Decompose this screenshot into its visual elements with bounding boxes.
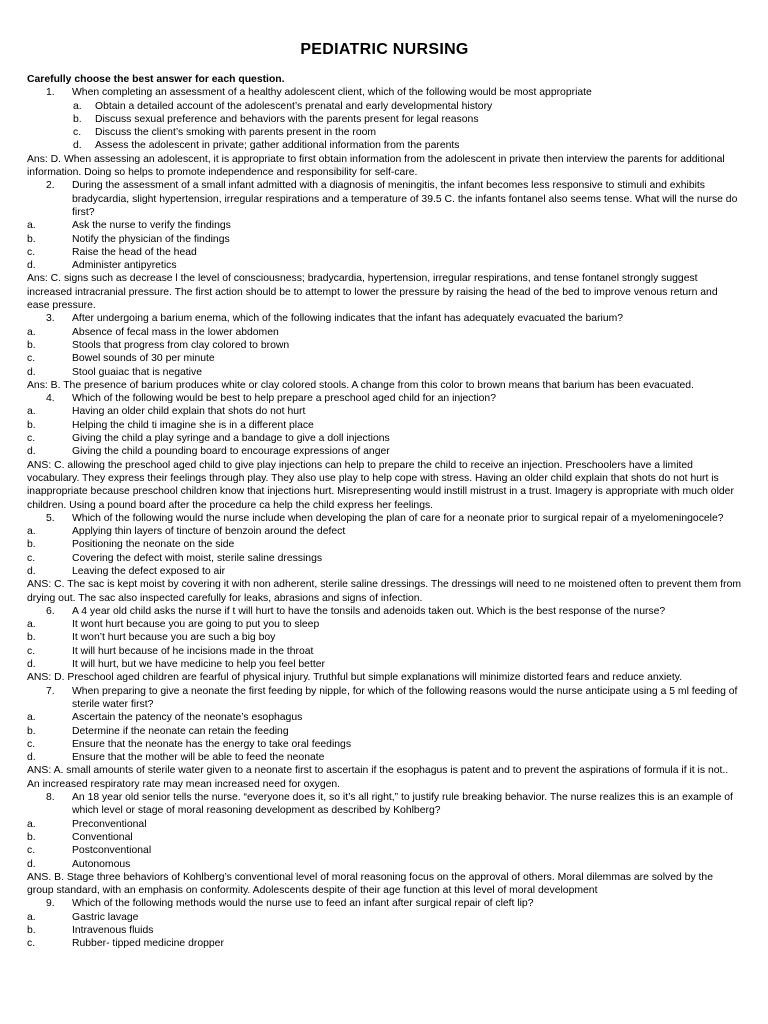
option-text: It won’t hurt because you are such a big boy [72, 632, 276, 644]
option-letter: a. [27, 712, 36, 724]
answer-explanation: ANS: D. Preschool aged children are fearful of physical injury. Truthful but simple explanations will minimize distorted fears and reduce anxiety. [27, 672, 683, 684]
option-text: Postconventional [72, 845, 152, 857]
option-text: Positioning the neonate on the side [72, 539, 235, 551]
option-letter: d. [27, 659, 36, 671]
answer-option [27, 352, 742, 365]
option-letter: d. [27, 260, 36, 272]
question-text: Which of the following would be best to help prepare a preschool aged child for an injection? [72, 393, 496, 405]
answer-explanation: Ans: C. signs such as decrease l the level of consciousness; bradycardia, hypertension, irregular respirations, and tense fontanel strongly suggest increased intracranial pressure. The first action should be to attempt to lower the pressure by raising the head of the bed to improve venous return and ease pressure. [27, 273, 718, 312]
option-text: Assess the adolescent in private; gather additional information from the parents [95, 140, 460, 152]
answer-option [27, 618, 742, 631]
answer-option [27, 445, 742, 458]
question [27, 791, 742, 818]
option-letter: c. [27, 246, 36, 258]
option-letter: b. [27, 233, 36, 245]
question-number: 6. [46, 605, 55, 617]
option-letter: d. [27, 858, 36, 870]
answer-option [27, 924, 742, 937]
answer-explanation: Ans: B. The presence of barium produces white or clay colored stools. A change from this color to brown means that barium has been evacuated. [27, 379, 694, 391]
question-block [27, 179, 742, 312]
option-text: Administer antipyretics [72, 260, 177, 272]
option-text: Raise the head of the head [72, 246, 197, 258]
option-letter: d. [27, 446, 36, 458]
option-letter: a. [27, 406, 36, 418]
option-text: Ensure that the mother will be able to feed the neonate [72, 752, 325, 764]
option-text: Preconventional [72, 818, 147, 830]
question-text: Which of the following would the nurse include when developing the plan of care for a neonate prior to surgical repair of a myelomeningocele? [72, 512, 724, 524]
answer-option [27, 339, 742, 352]
option-text: Helping the child ti imagine she is in a different place [72, 419, 314, 431]
option-letter: c. [27, 938, 36, 950]
answer-option [27, 219, 742, 232]
question [27, 312, 742, 325]
question-block [27, 685, 742, 791]
option-letter: b. [27, 632, 36, 644]
option-text: Giving the child a play syringe and a bandage to give a doll injections [72, 433, 390, 445]
question-number: 9. [46, 898, 55, 910]
option-letter: d. [27, 366, 36, 378]
option-text: It wont hurt because you are going to put you to sleep [72, 619, 320, 631]
question [27, 685, 742, 712]
question-block [27, 791, 742, 897]
question [27, 605, 742, 618]
question-text: When completing an assessment of a healthy adolescent client, which of the following would be most appropriate [72, 87, 592, 99]
option-letter: c. [27, 433, 36, 445]
question-text: An 18 year old senior tells the nurse. “everyone does it, so it’s all right,” to justify rule breaking behavior. The nurse realizes this is an example of which level or stage of moral reasoning development as described by Kohlberg? [72, 792, 733, 817]
option-text: Stools that progress from clay colored to brown [72, 339, 290, 351]
answer-option [27, 645, 742, 658]
question [27, 86, 742, 99]
answer-option [27, 831, 742, 844]
option-text: Autonomous [72, 858, 131, 870]
option-letter: c. [27, 738, 36, 750]
answer-option [27, 366, 742, 379]
answer-option [27, 751, 742, 764]
question-number: 2. [46, 180, 55, 192]
answer-option [27, 432, 742, 445]
option-letter: c. [73, 127, 82, 139]
question-block [27, 512, 742, 605]
answer-option [27, 711, 742, 724]
question-block [27, 605, 742, 685]
option-text: It will hurt because of he incisions made in the throat [72, 645, 314, 657]
option-letter: b. [27, 339, 36, 351]
answer-option [27, 100, 742, 113]
option-letter: a. [27, 911, 36, 923]
option-letter: d. [27, 565, 36, 577]
option-letter: a. [27, 220, 36, 232]
question-text: A 4 year old child asks the nurse if t will hurt to have the tonsils and adenoids taken out. Which is the best response of the nurse? [72, 605, 666, 617]
question-number: 4. [46, 393, 55, 405]
question-number: 5. [46, 512, 55, 524]
option-text: Discuss the client’s smoking with parents present in the room [95, 127, 377, 139]
answer-explanation: ANS: C. allowing the preschool aged child to give play injections can help to prepare the child to receive an injection. Preschoolers have a limited vocabulary. They express their feelings through play. They also use play to help cope with stress. Having an older child explain that shots do not hurt is inappropriate because preschool children know that injections hurt. Misrepresenting would instill mistrust in a trust. Imagery is appropriate with much older children. Using a pound board after the procedure ca help the child express her feelings. [27, 459, 734, 511]
instructions: Carefully choose the best answer for each question. [27, 74, 285, 85]
answer-option [27, 246, 742, 259]
option-text: Discuss sexual preference and behaviors with the parents present for legal reasons [95, 113, 479, 125]
option-letter: c. [27, 645, 36, 657]
answer-option [27, 259, 742, 272]
document-title: PEDIATRIC NURSING [300, 41, 469, 58]
question-list [27, 86, 742, 950]
option-text: It will hurt, but we have medicine to help you feel better [72, 659, 325, 671]
option-letter: b. [27, 925, 36, 936]
question [27, 897, 742, 910]
question-number: 7. [46, 685, 55, 697]
option-text: Determine if the neonate can retain the feeding [72, 725, 289, 737]
option-letter: a. [27, 818, 36, 830]
option-letter: d. [27, 752, 36, 764]
option-text: Absence of fecal mass in the lower abdomen [72, 326, 279, 338]
answer-option [27, 405, 742, 418]
option-text: Giving the child a pounding board to encourage expressions of anger [72, 446, 390, 458]
option-text: Covering the defect with moist, sterile saline dressings [72, 552, 323, 564]
option-letter: d. [73, 140, 82, 152]
option-letter: b. [27, 831, 36, 843]
question-number: 1. [46, 87, 55, 99]
option-text: Applying thin layers of tincture of benzoin around the defect [72, 526, 346, 538]
answer-option [27, 419, 742, 432]
answer-option [27, 565, 742, 578]
answer-option [27, 326, 742, 339]
option-letter: a. [73, 100, 82, 112]
option-text: Obtain a detailed account of the adolescent’s prenatal and early developmental history [95, 100, 493, 112]
question [27, 179, 742, 219]
question-block [27, 897, 742, 950]
answer-option [27, 538, 742, 551]
option-text: Conventional [72, 831, 133, 843]
option-letter: c. [27, 353, 36, 365]
option-letter: c. [27, 845, 36, 857]
question-number: 3. [46, 313, 55, 325]
answer-option [27, 911, 742, 924]
answer-option [27, 937, 742, 950]
option-text: Having an older child explain that shots do not hurt [72, 406, 306, 418]
question-text: Which of the following methods would the nurse use to feed an infant after surgical repair of cleft lip? [72, 898, 534, 910]
option-letter: b. [73, 113, 82, 125]
question [27, 512, 742, 525]
question-block [27, 312, 742, 392]
question-block [27, 86, 742, 179]
answer-option [27, 738, 742, 751]
answer-option [27, 126, 742, 139]
option-text: Leaving the defect exposed to air [72, 565, 226, 577]
option-letter: a. [27, 326, 36, 338]
question-block [27, 392, 742, 512]
option-letter: a. [27, 526, 36, 538]
answer-option [27, 233, 742, 246]
answer-option [27, 858, 742, 871]
option-text: Rubber- tipped medicine dropper [72, 938, 224, 950]
option-text: Gastric lavage [72, 911, 139, 923]
answer-option [27, 818, 742, 831]
question-text: When preparing to give a neonate the first feeding by nipple, for which of the following reasons would the nurse anticipate using a 5 ml feeding of sterile water first? [72, 685, 738, 710]
option-letter: b. [27, 725, 36, 737]
answer-option [27, 658, 742, 671]
answer-option [27, 525, 742, 538]
option-letter: c. [27, 552, 36, 564]
answer-option [27, 631, 742, 644]
answer-explanation: ANS. B. Stage three behaviors of Kohlberg’s conventional level of moral reasoning focus on the approval of others. Moral dilemmas are solved by the group standard, with an emphasis on conformity. Adolescents despite of their age function at this level of moral development [27, 871, 713, 897]
option-text: Ascertain the patency of the neonate’s esophagus [72, 712, 303, 724]
option-text: Stool guaiac that is negative [72, 366, 202, 378]
option-letter: b. [27, 419, 36, 431]
option-letter: a. [27, 619, 36, 631]
option-letter: b. [27, 539, 36, 551]
answer-option [27, 725, 742, 738]
option-text: Ask the nurse to verify the findings [72, 220, 231, 232]
answer-explanation: ANS: C. The sac is kept moist by covering it with non adherent, sterile saline dressings. The dressings will need to ne moistened often to prevent them from drying out. The sac also inspected carefully for leaks, abrasions and signs of infection. [27, 579, 742, 604]
question-number: 8. [46, 792, 55, 804]
question [27, 392, 742, 405]
option-text: Bowel sounds of 30 per minute [72, 353, 215, 365]
answer-explanation: ANS: A. small amounts of sterile water given to a neonate first to ascertain if the esophagus is patent and to prevent the aspirations of formula if it is not.. An increased respiratory rate may mean increased need for oxygen. [27, 765, 729, 790]
answer-option [27, 113, 742, 126]
option-text: Intravenous fluids [72, 925, 154, 936]
answer-explanation: Ans: D. When assessing an adolescent, it is appropriate to first obtain information from the adolescent in private then interview the parents for additional information. Doing so helps to promote independence and responsibility for self-care. [27, 153, 725, 179]
question-text: After undergoing a barium enema, which of the following indicates that the infant has adequately evacuated the barium? [72, 313, 624, 325]
answer-option [27, 552, 742, 565]
option-text: Ensure that the neonate has the energy to take oral feedings [72, 738, 352, 750]
option-text: Notify the physician of the findings [72, 233, 230, 245]
answer-option [27, 844, 742, 857]
answer-option [27, 139, 742, 152]
question-text: During the assessment of a small infant admitted with a diagnosis of meningitis, the infant becomes less responsive to stimuli and exhibits bradycardia, slight hypertension, irregular respirations and a temperature of 39.5 C. the infants fontanel also seems tense. What will the nurse do first? [72, 180, 738, 218]
